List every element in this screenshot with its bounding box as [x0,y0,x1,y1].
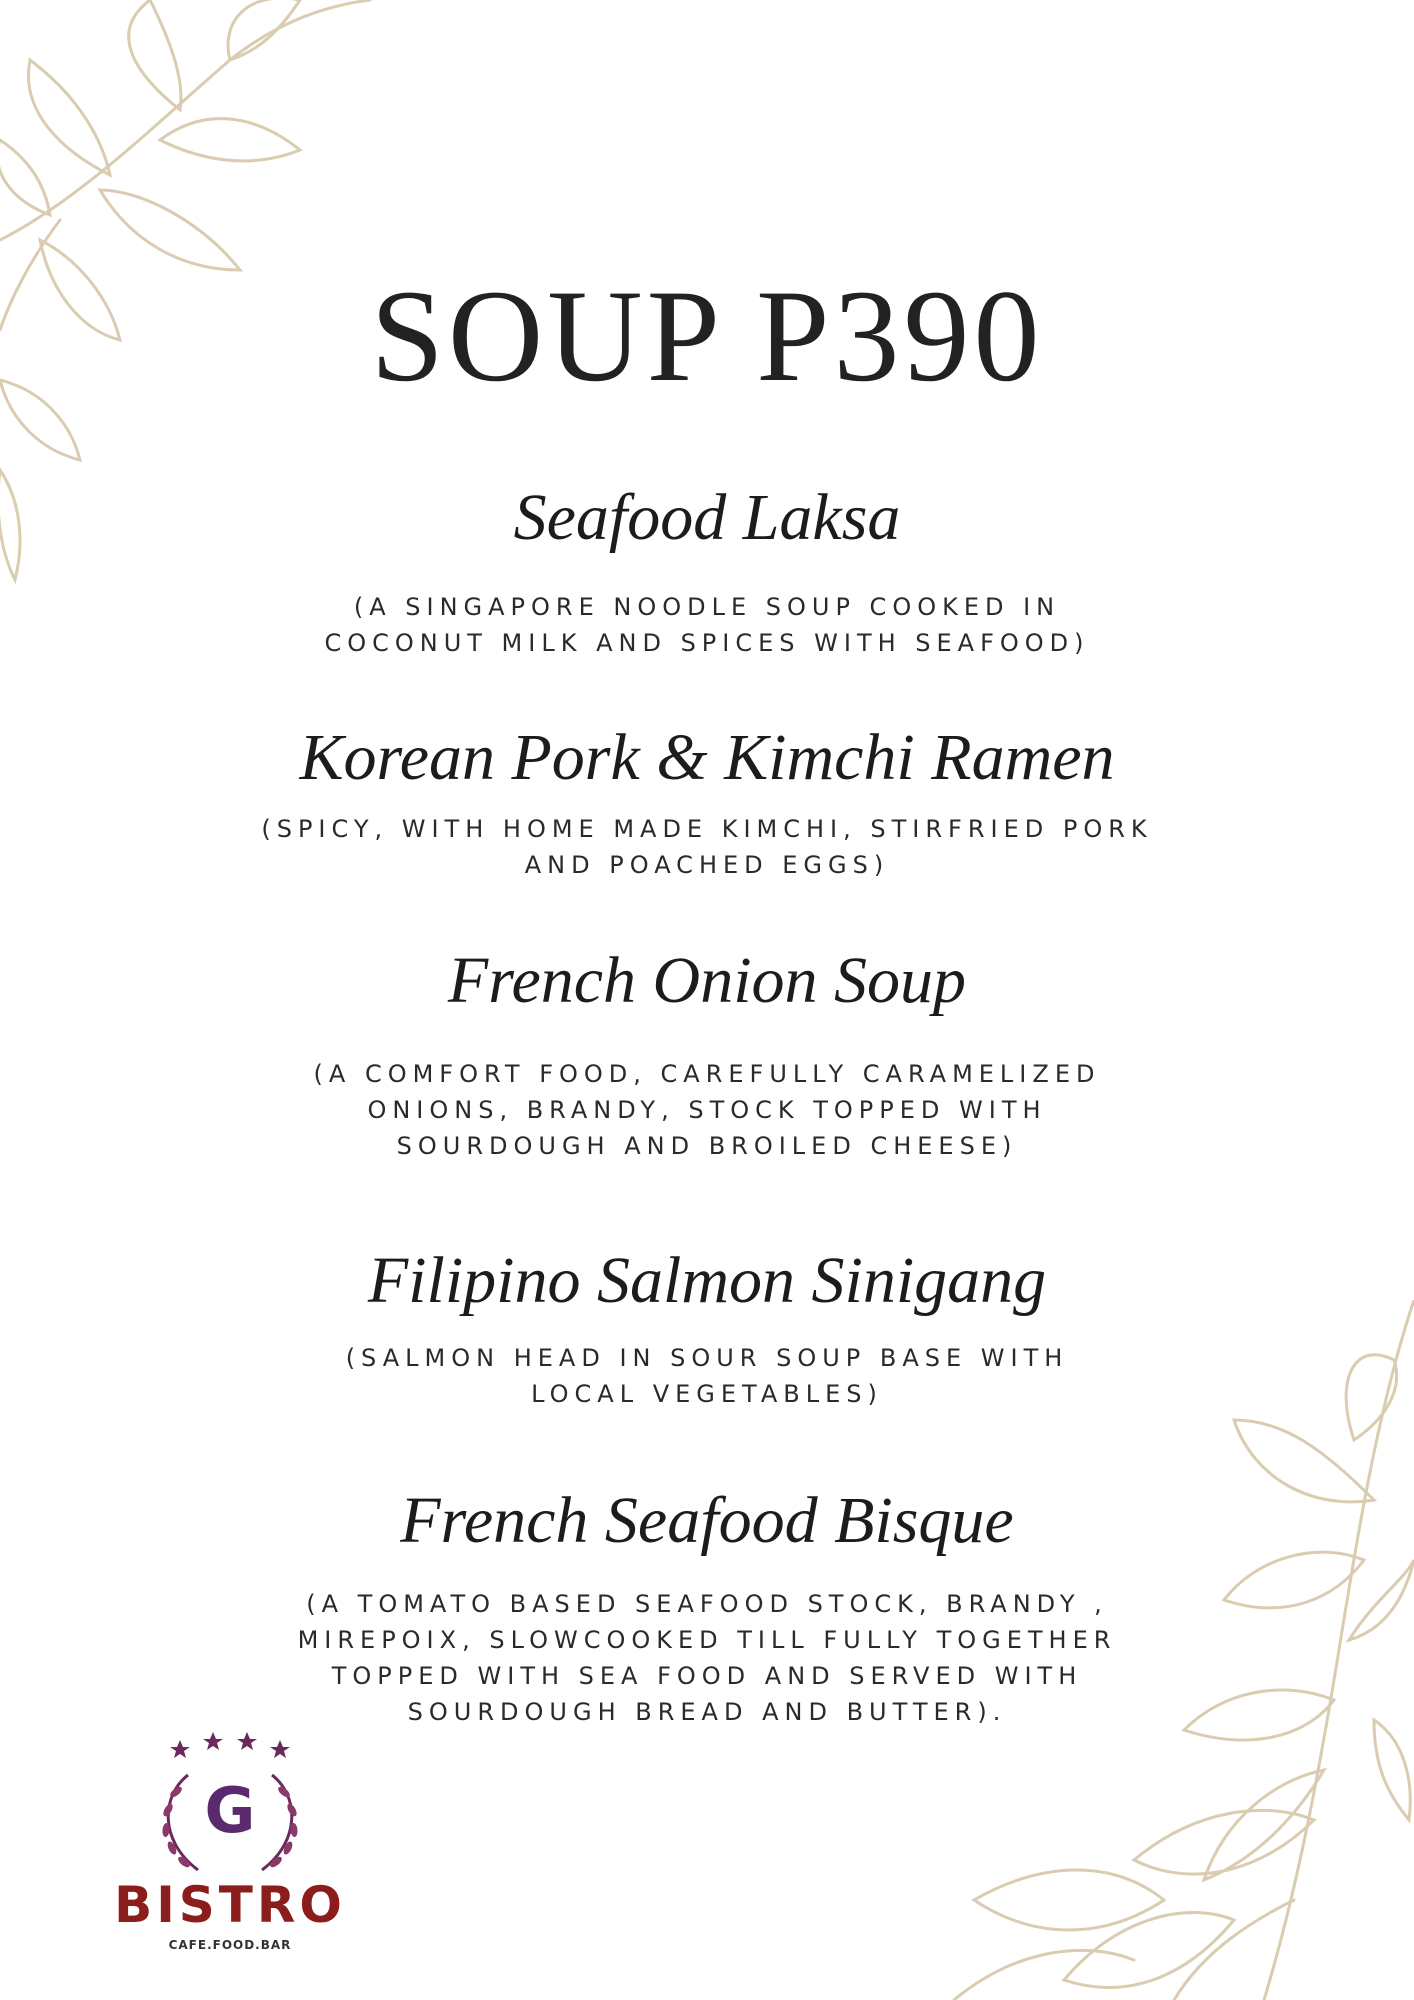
logo-tagline: CAFE.FOOD.BAR [168,1938,292,1952]
menu-item-description: (SALMON HEAD IN SOUR SOUP BASE WITH LOCAL VEGETABLES) [345,1343,1069,1408]
menu-item-name: Korean Pork & Kimchi Ramen [299,721,1115,794]
menu-item-description: (A COMFORT FOOD, CAREFULLY CARAMELIZED ONIONS, BRANDY, STOCK TOPPED WITH SOURDOUGH AND BROILED CHEESE) [313,1059,1101,1160]
menu-item-name: French Onion Soup [447,944,967,1017]
menu-item [0,722,1414,883]
menu-item-name: Seafood Laksa [513,481,901,554]
menu-item-name: Filipino Salmon Sinigang [367,1244,1047,1317]
bistro-logo [110,1730,350,1960]
menu-item [0,945,1414,1164]
menu-item-description: (SPICY, WITH HOME MADE KIMCHI, STIRFRIED PORK AND POACHED EGGS) [261,814,1153,879]
menu-item-description: (A TOMATO BASED SEAFOOD STOCK, BRANDY , MIREPOIX, SLOWCOOKED TILL FULLY TOGETHER TOPPED WITH SEA FOOD AND SERVED WITH SOURDOUGH BREAD AND BUTTER). [297,1589,1117,1726]
menu-title: SOUP P390 [370,262,1044,409]
menu-item [0,482,1414,661]
logo-letter: G [204,1774,256,1847]
menu-item [0,1485,1414,1730]
logo-name: BISTRO [114,1876,346,1934]
menu-item [0,1245,1414,1412]
menu-item-name: French Seafood Bisque [400,1484,1014,1557]
menu-item-description: (A SINGAPORE NOODLE SOUP COOKED IN COCONUT MILK AND SPICES WITH SEAFOOD) [324,592,1090,657]
